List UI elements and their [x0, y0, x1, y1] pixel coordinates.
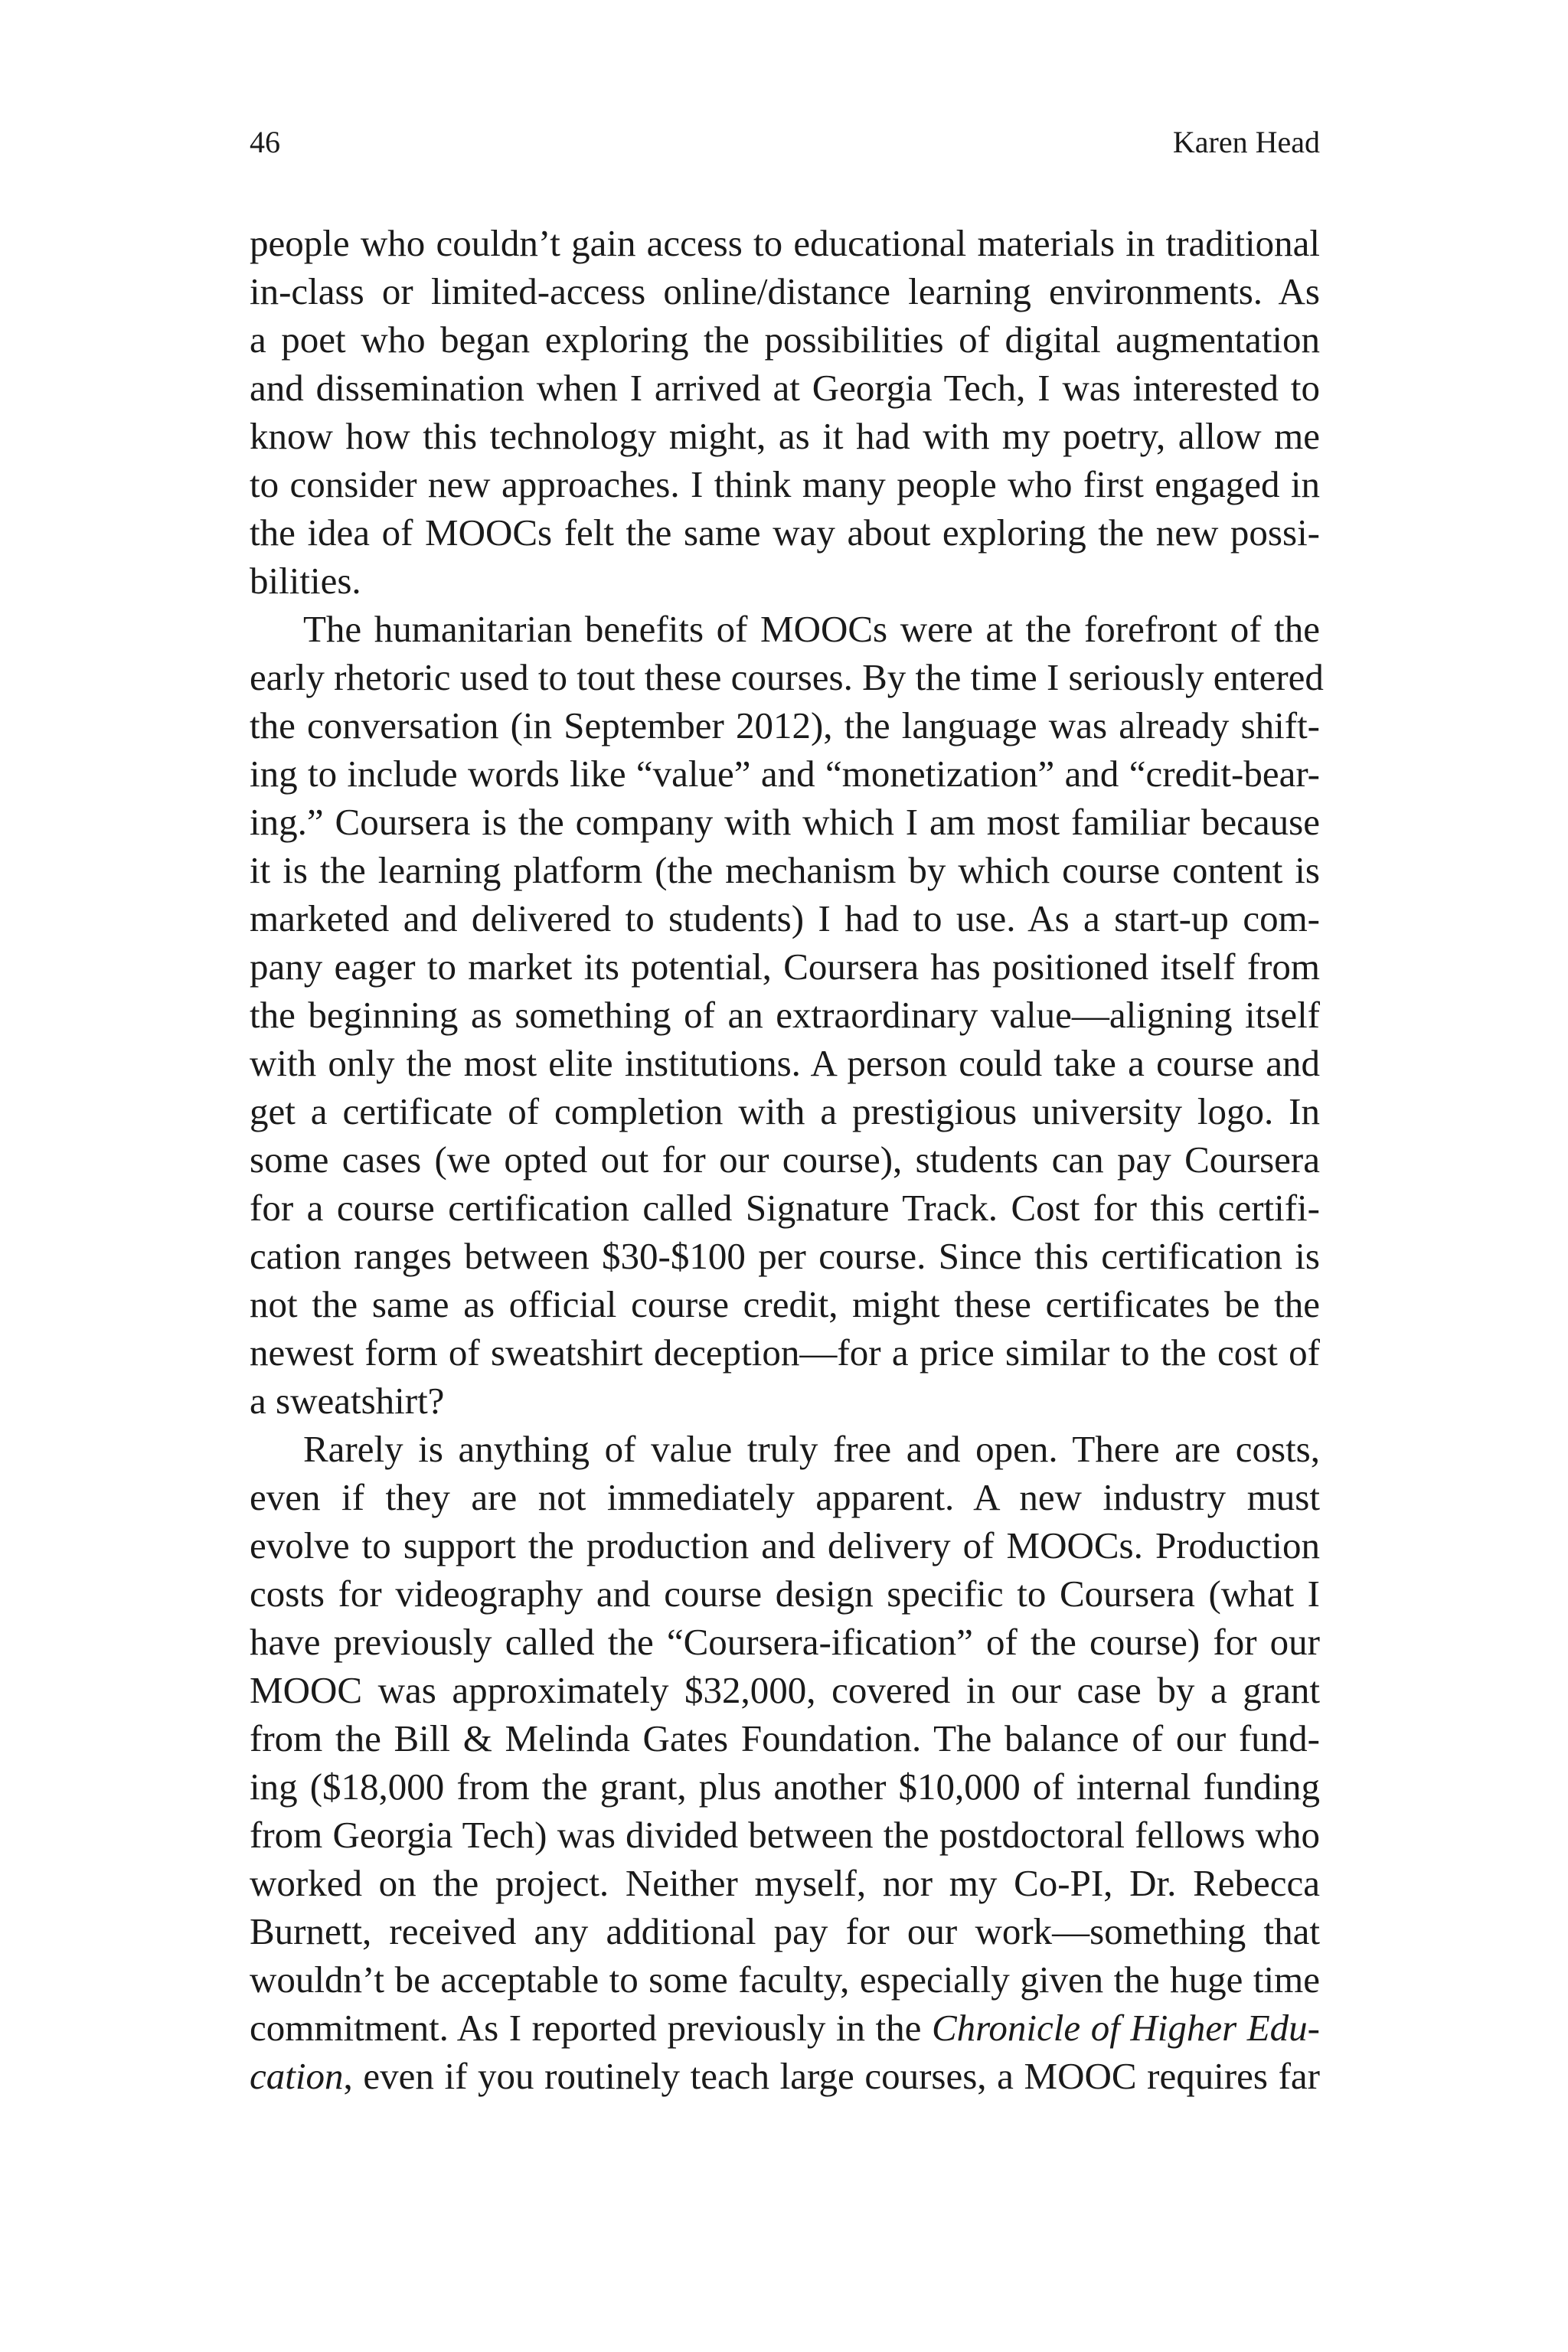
text-line: have previously called the “Coursera-ification” of the course) for our — [250, 1621, 1320, 1663]
text-run: commitment. As I reported previously in the — [250, 2007, 932, 2049]
text-line: the idea of MOOCs felt the same way about exploring the new possi- — [250, 511, 1320, 554]
text-line: ing.” Coursera is the company with which I am most familiar because — [250, 801, 1320, 843]
text-line: even if they are not immediately apparent. A new industry must — [250, 1476, 1320, 1518]
body-text — [250, 219, 1324, 2100]
text-line: bilities. — [250, 560, 361, 602]
text-line: people who couldn’t gain access to educational materials in traditional — [250, 222, 1320, 264]
text-line: in-class or limited-access online/distance learning environments. As — [250, 270, 1320, 312]
text-line: marketed and delivered to students) I had to use. As a start-up com- — [250, 897, 1320, 939]
text-line: Burnett, received any additional pay for our work—something that — [250, 1910, 1320, 1952]
text-line: newest form of sweatshirt deception—for a price similar to the cost of — [250, 1331, 1320, 1374]
text-line: evolve to support the production and delivery of MOOCs. Production — [250, 1524, 1320, 1566]
text-line: know how this technology might, as it had with my poetry, allow me — [250, 415, 1320, 457]
text-line: ing ($18,000 from the grant, plus another $10,000 of internal funding — [250, 1766, 1320, 1808]
text-line: cation ranges between $30-$100 per course. Since this certification is — [250, 1235, 1320, 1277]
text-line: worked on the project. Neither myself, nor my Co-PI, Dr. Rebecca — [250, 1862, 1320, 1904]
text-line — [250, 2052, 1320, 2100]
text-line: for a course certification called Signature Track. Cost for this certifi- — [250, 1187, 1320, 1229]
text-line: a sweatshirt? — [250, 1380, 445, 1422]
text-run: , even if you routinely teach large courses, a MOOC requires far — [343, 2055, 1320, 2097]
paragraph-1 — [250, 219, 1320, 605]
text-line: a poet who began exploring the possibilities of digital augmentation — [250, 318, 1320, 361]
text-line: not the same as official course credit, might these certificates be the — [250, 1283, 1320, 1325]
text-line: ing to include words like “value” and “monetization” and “credit-bear- — [250, 753, 1320, 795]
text-line: pany eager to market its potential, Coursera has positioned itself from — [250, 946, 1320, 988]
text-line — [250, 2004, 1320, 2052]
running-head: Karen Head — [1172, 125, 1320, 159]
text-line: to consider new approaches. I think many people who first engaged in — [250, 463, 1320, 505]
text-line: the conversation (in September 2012), the language was already shift- — [250, 704, 1320, 746]
paragraph-2 — [250, 605, 1324, 1425]
text-line: early rhetoric used to tout these courses. By the time I seriously entered — [250, 656, 1324, 698]
italic-title: Chronicle of Higher Edu- — [931, 2007, 1320, 2049]
page-number: 46 — [250, 125, 280, 159]
text-line: it is the learning platform (the mechanism by which course content is — [250, 849, 1320, 891]
text-line: from Georgia Tech) was divided between the postdoctoral fellows who — [250, 1814, 1320, 1856]
text-line: the beginning as something of an extraordinary value—aligning itself — [250, 994, 1320, 1036]
paragraph-3 — [250, 1425, 1320, 2100]
page-header — [250, 119, 1320, 165]
text-line: and dissemination when I arrived at Georgia Tech, I was interested to — [250, 367, 1320, 409]
text-line: with only the most elite institutions. A person could take a course and — [250, 1042, 1320, 1084]
text-line: wouldn’t be acceptable to some faculty, especially given the huge time — [250, 1958, 1320, 2001]
text-line: Rarely is anything of value truly free and open. There are costs, — [303, 1428, 1320, 1470]
italic-title: cation — [250, 2055, 344, 2097]
text-line: get a certificate of completion with a prestigious university logo. In — [250, 1090, 1320, 1132]
text-line: MOOC was approximately $32,000, covered in our case by a grant — [250, 1669, 1320, 1711]
text-line: from the Bill & Melinda Gates Foundation. The balance of our fund- — [250, 1717, 1320, 1759]
text-line: The humanitarian benefits of MOOCs were at the forefront of the — [303, 608, 1320, 650]
text-line: costs for videography and course design specific to Coursera (what I — [250, 1573, 1320, 1615]
text-line: some cases (we opted out for our course), students can pay Coursera — [250, 1138, 1320, 1181]
